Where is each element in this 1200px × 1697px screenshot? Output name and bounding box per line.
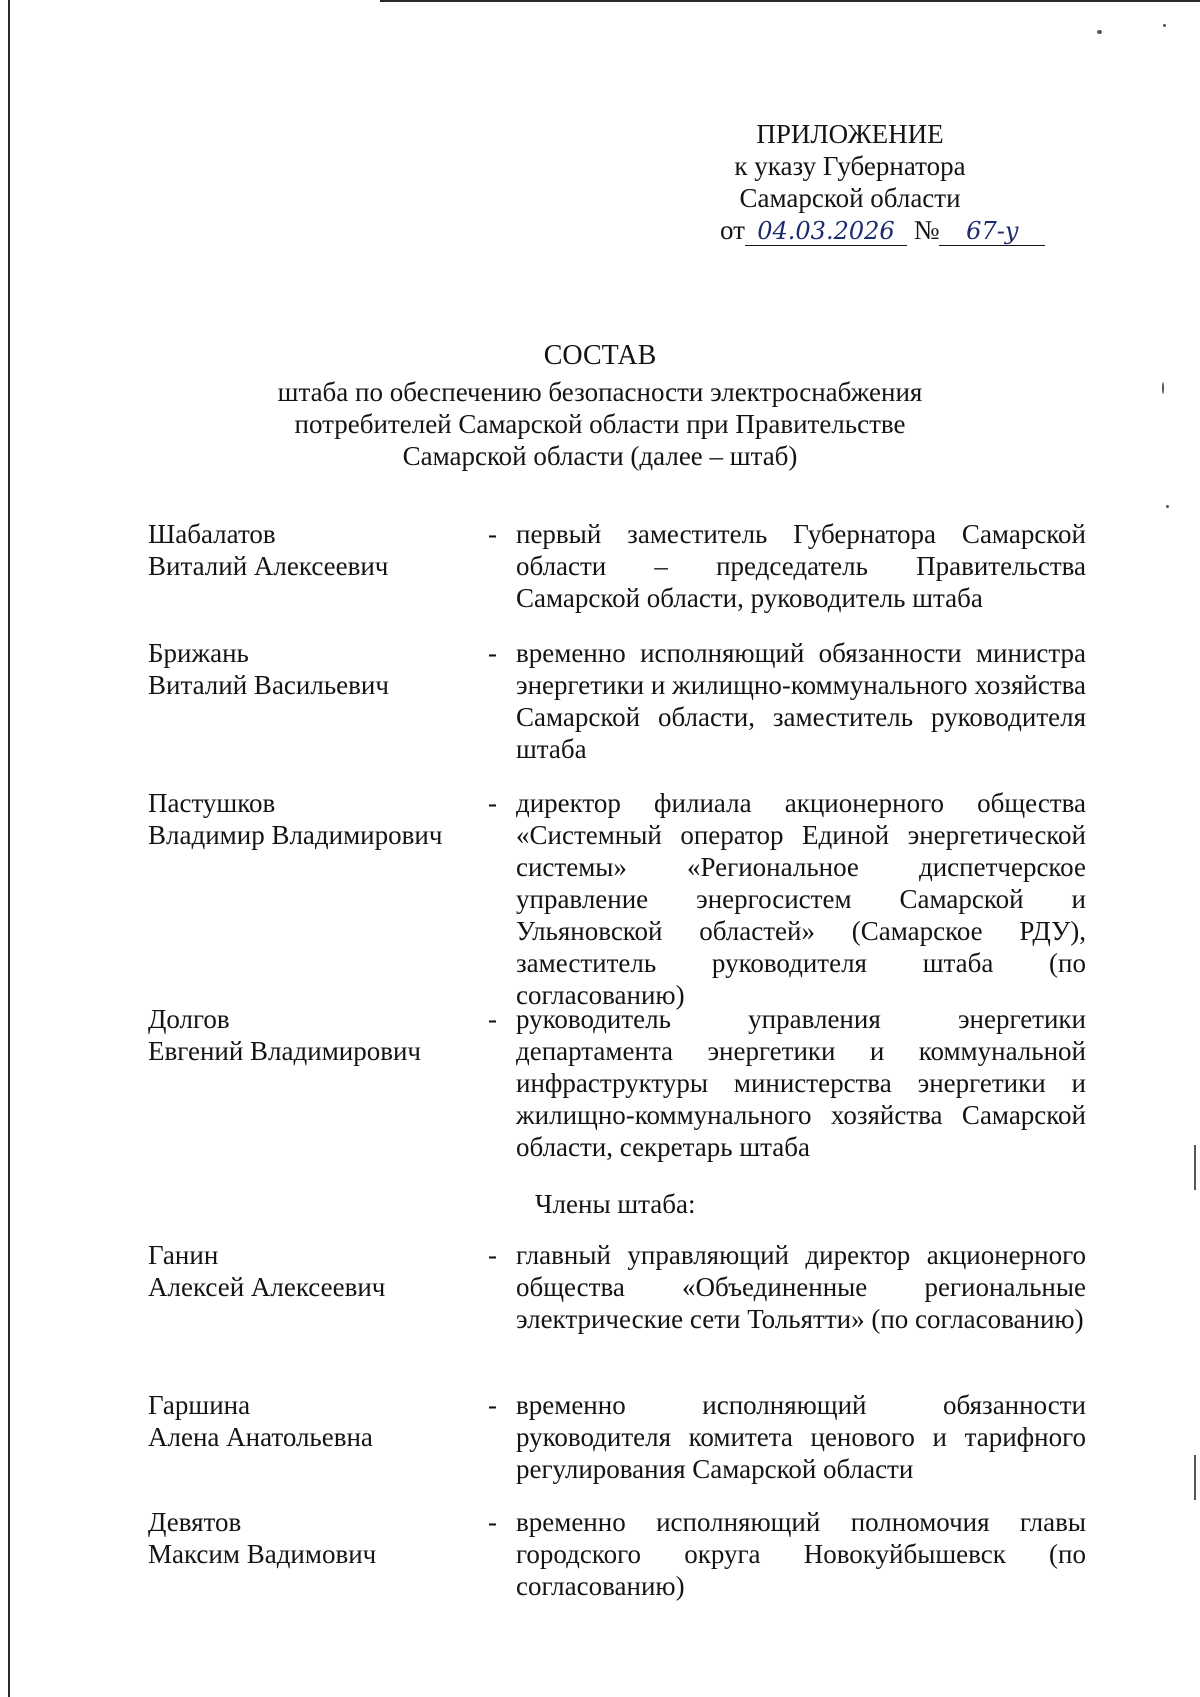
number-prefix: № bbox=[913, 215, 940, 245]
document-subtitle-line: штаба по обеспечению безопасности электроснабжения bbox=[277, 377, 923, 407]
person-surname: Пастушков bbox=[148, 788, 276, 818]
scan-speck bbox=[1163, 24, 1166, 27]
appendix-decree-line: к указу Губернатора bbox=[734, 151, 966, 181]
person-given-names: Виталий Алексеевич bbox=[148, 551, 389, 581]
dash-separator: - bbox=[488, 1507, 497, 1537]
person-given-names: Владимир Владимирович bbox=[148, 820, 443, 850]
scan-speck bbox=[1194, 1145, 1196, 1190]
person-role: временно исполняющий обязанности руководителя комитета ценового и тарифного регулирования Самарской области bbox=[516, 1390, 1086, 1484]
person-name bbox=[148, 637, 478, 701]
person-surname: Девятов bbox=[148, 1507, 242, 1537]
handwritten-date: 04.03.2026 bbox=[745, 217, 907, 246]
person-given-names: Максим Вадимович bbox=[148, 1539, 377, 1569]
person-name bbox=[148, 1389, 478, 1453]
date-prefix: от bbox=[720, 215, 745, 245]
scan-speck bbox=[1166, 505, 1169, 508]
document-subtitle-line: потребителей Самарской области при Правительстве bbox=[294, 409, 906, 439]
person-role: первый заместитель Губернатора Самарской области – председатель Правительства Самарской области, руководитель штаба bbox=[516, 519, 1086, 613]
person-surname: Ганин bbox=[148, 1240, 219, 1270]
person-surname: Гаршина bbox=[148, 1390, 251, 1420]
person-given-names: Алена Анатольевна bbox=[148, 1422, 373, 1452]
dash-separator: - bbox=[488, 1240, 497, 1270]
person-role: главный управляющий директор акционерного общества «Объединенные региональные электрические сети Тольятти» (по согласованию) bbox=[516, 1240, 1086, 1334]
person-given-names: Евгений Владимирович bbox=[148, 1036, 422, 1066]
scan-left-edge bbox=[8, 0, 10, 1697]
person-given-names: Виталий Васильевич bbox=[148, 670, 389, 700]
dash-separator: - bbox=[488, 638, 497, 668]
person-role: временно исполняющий полномочия главы городского округа Новокуйбышевск (по согласованию) bbox=[516, 1507, 1086, 1601]
person-name bbox=[148, 1003, 478, 1067]
person-name bbox=[148, 1506, 478, 1570]
document-title-block bbox=[250, 340, 950, 472]
dash-separator: - bbox=[488, 788, 497, 818]
person-name bbox=[148, 1239, 478, 1303]
dash-separator: - bbox=[488, 1390, 497, 1420]
handwritten-number: 67-у bbox=[939, 217, 1045, 246]
person-name bbox=[148, 787, 478, 851]
person-role: руководитель управления энергетики департамента энергетики и коммунальной инфраструктуры министерства энергетики и жилищно-коммунального хозяйства Самарской области, секретарь штаба bbox=[516, 1004, 1086, 1162]
appendix-header bbox=[650, 118, 1050, 246]
person-name bbox=[148, 518, 478, 582]
members-heading: Члены штаба: bbox=[535, 1189, 696, 1219]
scan-speck bbox=[1162, 382, 1164, 394]
document-subtitle-line: Самарской области (далее – штаб) bbox=[402, 441, 798, 471]
person-surname: Шабалатов bbox=[148, 519, 276, 549]
person-surname: Долгов bbox=[148, 1004, 230, 1034]
dash-separator: - bbox=[488, 1004, 497, 1034]
scan-speck bbox=[1194, 1455, 1196, 1500]
document-title: СОСТАВ bbox=[543, 340, 657, 371]
person-surname: Брижань bbox=[148, 638, 249, 668]
dash-separator: - bbox=[488, 519, 497, 549]
person-role: директор филиала акционерного общества «Системный оператор Единой энергетической системы» «Региональное диспетчерское управление энергосистем Самарской и Ульяновской областей» (Самарское РДУ), заместитель руководителя штаба (по согласованию) bbox=[516, 788, 1086, 1010]
appendix-title: ПРИЛОЖЕНИЕ bbox=[756, 119, 944, 149]
scan-speck bbox=[1097, 30, 1102, 34]
person-role: временно исполняющий обязанности министра энергетики и жилищно-коммунального хозяйства Самарской области, заместитель руководителя штаба bbox=[516, 638, 1086, 764]
appendix-reference bbox=[650, 214, 1050, 246]
person-given-names: Алексей Алексеевич bbox=[148, 1272, 386, 1302]
appendix-region-line: Самарской области bbox=[739, 183, 961, 213]
scan-top-edge bbox=[380, 0, 1200, 2]
